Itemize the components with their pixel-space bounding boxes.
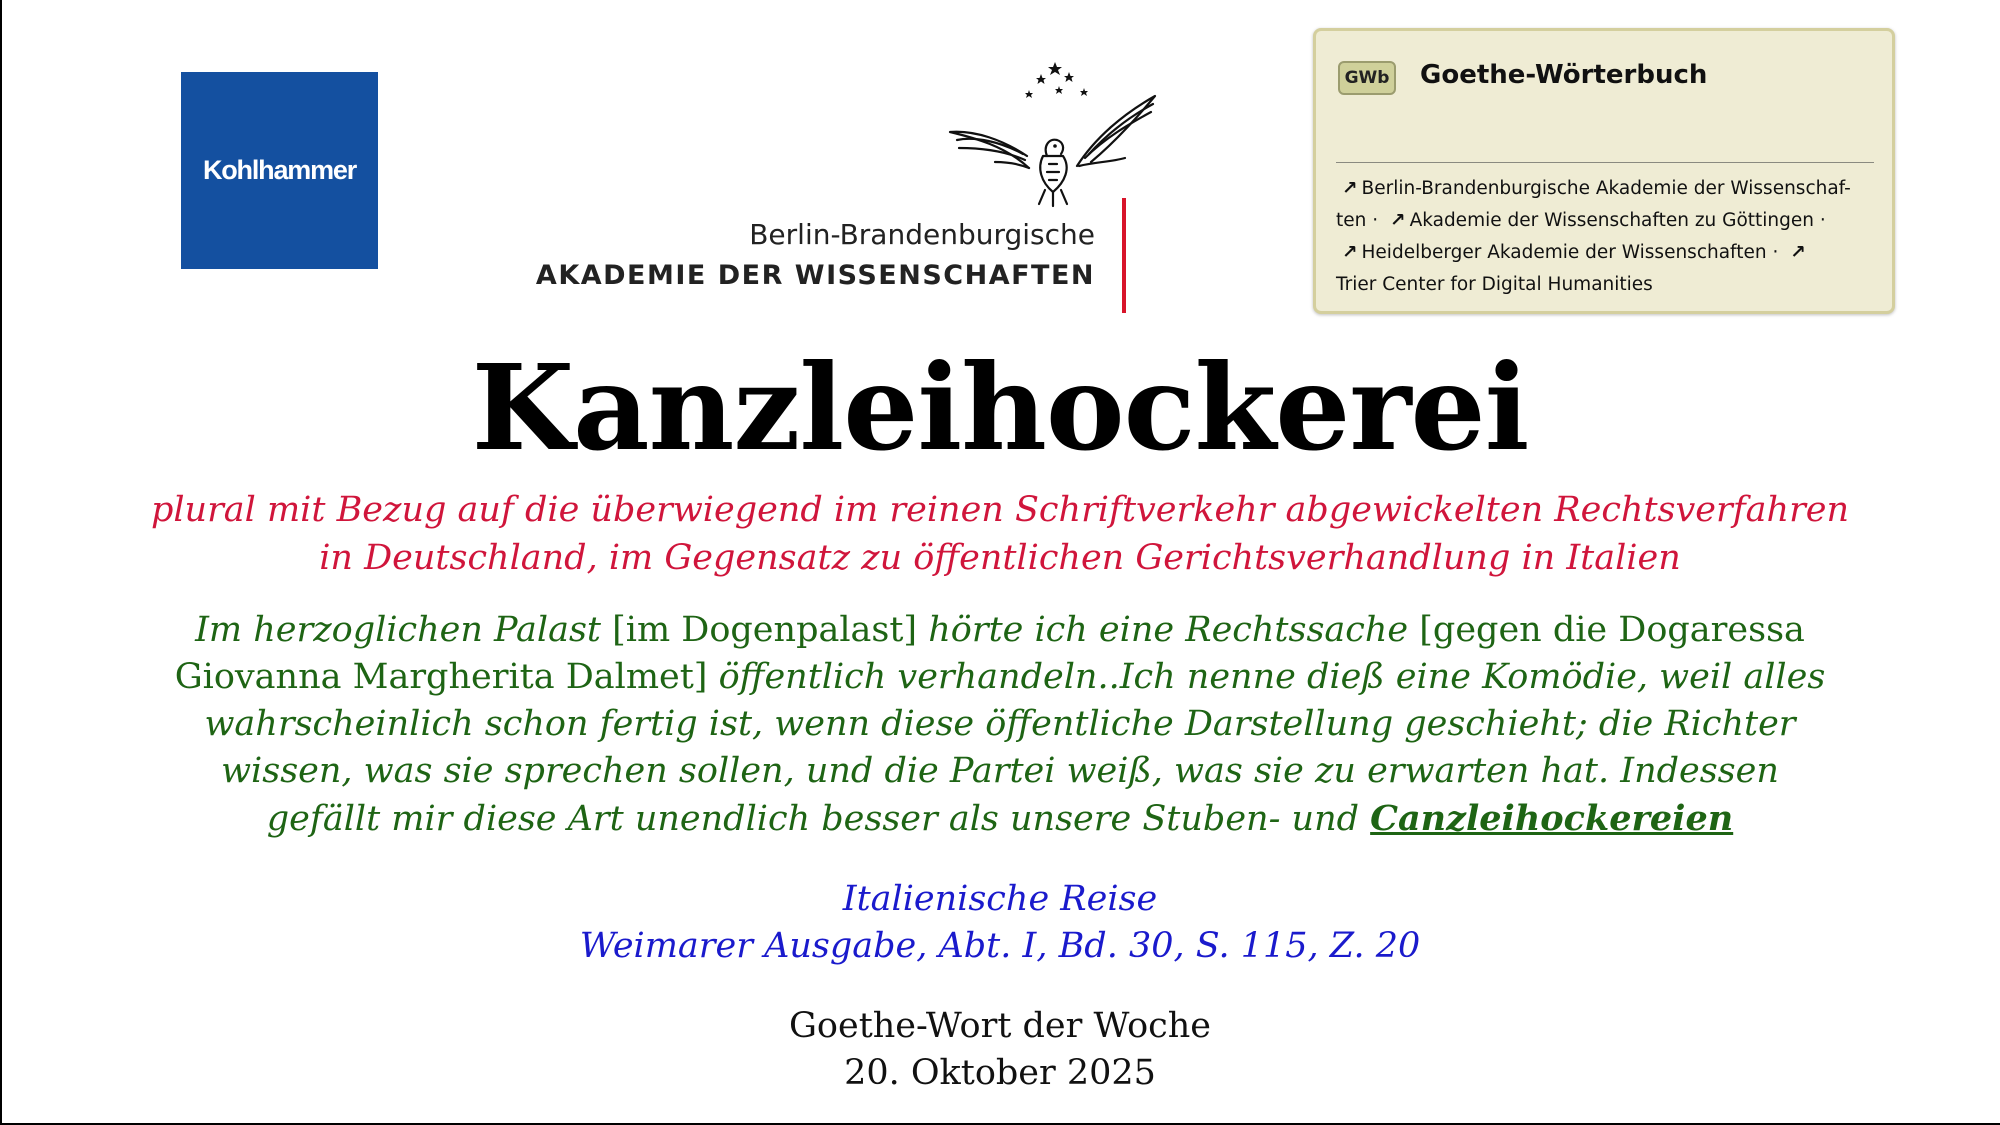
- external-link-arrow-icon: ↗: [1390, 210, 1406, 231]
- link-trier-label: Trier Center for Digital Humanities: [1336, 274, 1653, 295]
- separator: ·: [1372, 210, 1379, 231]
- separator: ·: [1819, 210, 1826, 231]
- kohlhammer-logo-text: Kohlhammer: [202, 155, 357, 185]
- source-edition: Weimarer Ausgabe, Abt. I, Bd. 30, S. 115, Z. 20: [579, 926, 1421, 966]
- gwb-link-list: [1336, 173, 1878, 301]
- link-goettingen[interactable]: [1384, 210, 1814, 231]
- source-work: Italienische Reise: [842, 879, 1158, 919]
- external-link-arrow-icon: ↗: [1342, 178, 1358, 199]
- quote-editorial-note: [im Dogenpalast]: [600, 610, 929, 650]
- source-reference: [0, 876, 2000, 970]
- separator: ·: [1772, 242, 1779, 263]
- external-link-arrow-icon: ↗: [1342, 242, 1358, 263]
- kohlhammer-logo[interactable]: [181, 72, 378, 269]
- definition: plural mit Bezug auf die überwiegend im reinen Schriftverkehr abgewickelten Rechtsverfahren in Deutschland, im Gegensatz zu öffentlichen Gerichtsverhandlung in Italien: [150, 490, 1850, 578]
- quote-headword-link[interactable]: Canzleihockereien: [1370, 798, 1734, 839]
- quote-part: öffentlich verhandeln..Ich nenne dieß eine Komödie, weil alles wahrscheinlich schon fertig ist, wenn diese öffentliche Darstellung geschieht; die Richter wissen, was sie sprechen sollen, und die Partei weiß, was sie zu erwarten hat. Indessen gefällt mir diese Art unendlich besser als unsere Stuben- und: [204, 657, 1826, 839]
- quote-editorial-note: [gegen die Dogaressa Giovanna Margherita Dalmet]: [174, 610, 1805, 697]
- headword: Kanzleihockerei: [471, 338, 1529, 477]
- eagle-icon: [945, 58, 1165, 208]
- series-title: Goethe-Wort der Woche: [788, 1006, 1212, 1046]
- footer: [0, 1003, 2000, 1097]
- gwb-info-box: [1313, 28, 1895, 314]
- link-heidelberg-label: Heidelberger Akademie der Wissenschaften: [1361, 242, 1767, 263]
- gwb-title[interactable]: Goethe-Wörterbuch: [1420, 60, 1708, 90]
- academy-name-line2: AKADEMIE DER WISSENSCHAFTEN: [535, 260, 1095, 291]
- gwb-divider: [1336, 162, 1874, 163]
- quote-part: hörte ich eine Rechtssache: [928, 610, 1409, 650]
- citation-quote: [170, 607, 1830, 843]
- quote-part: Im herzoglichen Palast: [195, 610, 601, 650]
- link-heidelberg[interactable]: [1336, 242, 1767, 263]
- date: 20. Oktober 2025: [844, 1053, 1156, 1093]
- academy-accent-bar: [1122, 198, 1126, 313]
- gwb-badge[interactable]: GWb: [1338, 61, 1396, 95]
- link-bbaw-label: Berlin-Brandenburgische Akademie der Wissenschaf-ten: [1336, 178, 1851, 231]
- academy-name-line1: Berlin-Brandenburgische: [749, 218, 1095, 251]
- link-goettingen-label: Akademie der Wissenschaften zu Göttingen: [1409, 210, 1815, 231]
- external-link-arrow-icon: ↗: [1790, 242, 1806, 263]
